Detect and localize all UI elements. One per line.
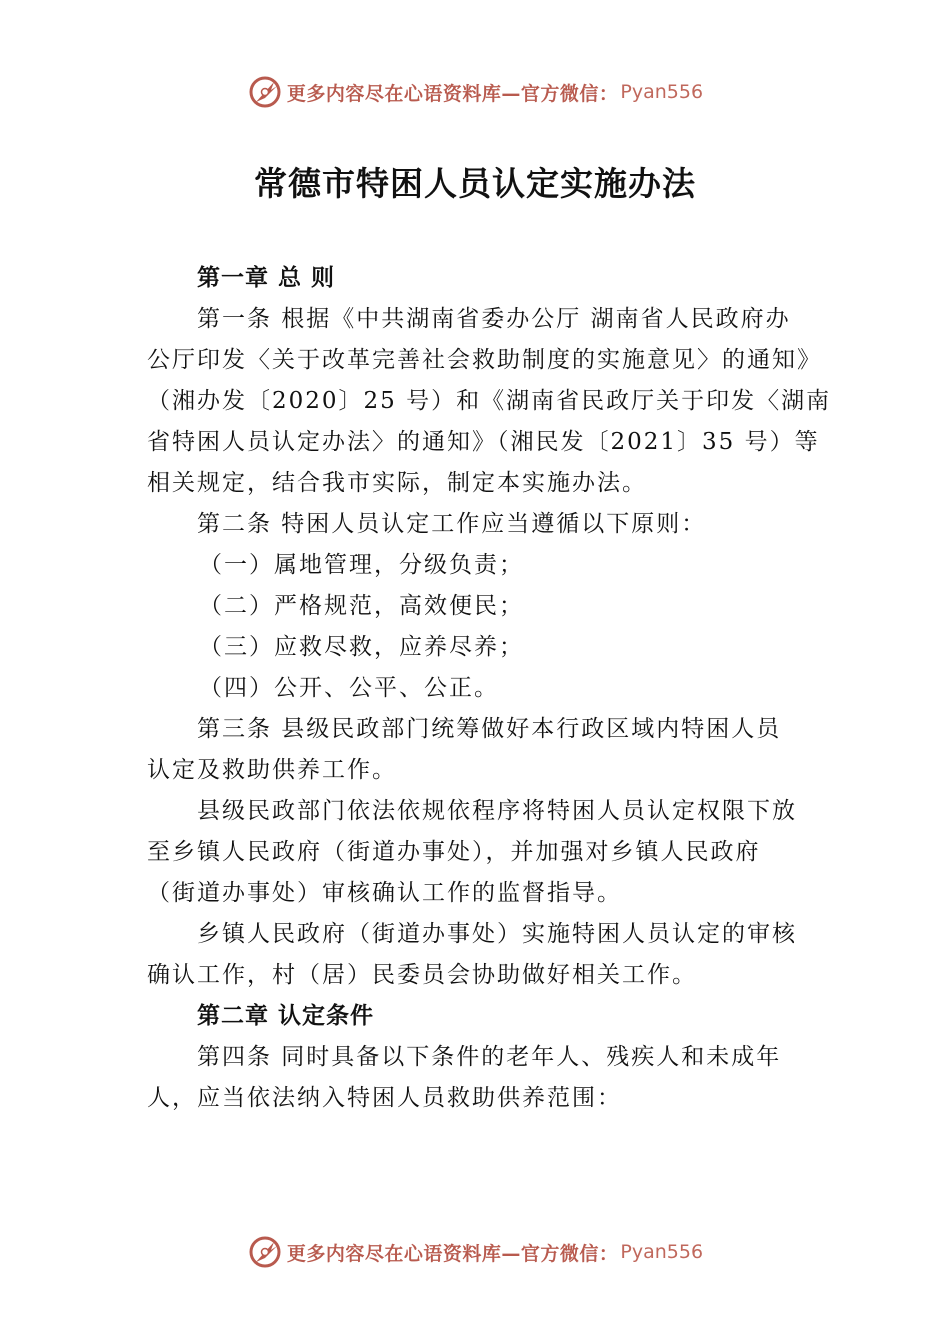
article-3-line: 认定及救助供养工作。 — [147, 757, 397, 783]
principle-item: （一）属地管理，分级负责； — [199, 552, 524, 578]
article-2-line: 第二条 特困人员认定工作应当遵循以下原则： — [197, 511, 707, 537]
quill-circle-logo-icon — [247, 74, 283, 110]
article-3-paragraph-line: 乡镇人民政府（街道办事处）实施特困人员认定的审核 — [197, 921, 797, 947]
watermark-text: 更多内容尽在心语资料库—官方微信： — [286, 1242, 619, 1265]
quill-circle-logo-icon — [247, 1234, 283, 1270]
principle-item: （二）严格规范，高效便民； — [199, 593, 524, 619]
principle-item: （三）应救尽救，应养尽养； — [199, 634, 524, 660]
article-1-line: 第一条 根据《中共湖南省委办公厅 湖南省人民政府办 — [197, 306, 791, 332]
watermark-text: 更多内容尽在心语资料库—官方微信： — [286, 82, 619, 105]
article-4-line: 人，应当依法纳入特困人员救助供养范围： — [147, 1085, 622, 1111]
footer-watermark — [0, 1232, 950, 1272]
article-4-line: 第四条 同时具备以下条件的老年人、残疾人和未成年 — [197, 1044, 782, 1070]
document-title: 常德市特困人员认定实施办法 — [254, 164, 696, 203]
article-3-paragraph-line: （街道办事处）审核确认工作的监督指导。 — [147, 880, 622, 906]
article-1-line: （湘办发〔2020〕25 号）和《湖南省民政厅关于印发〈湖南 — [147, 388, 832, 414]
article-3-paragraph-line: 至乡镇人民政府（街道办事处），并加强对乡镇人民政府 — [147, 839, 761, 865]
watermark-contact: Pyan556 — [620, 1241, 704, 1263]
chapter-2-heading: 第二章 认定条件 — [197, 1003, 375, 1029]
article-3-paragraph-line: 确认工作，村（居）民委员会协助做好相关工作。 — [147, 962, 697, 988]
document-body — [147, 258, 832, 1119]
principle-item: （四）公开、公平、公正。 — [199, 675, 499, 701]
article-1-line: 省特困人员认定办法〉的通知》（湘民发〔2021〕35 号）等 — [147, 429, 820, 455]
article-3-line: 第三条 县级民政部门统筹做好本行政区域内特困人员 — [197, 716, 782, 742]
watermark-contact: Pyan556 — [620, 81, 704, 103]
article-3-paragraph-line: 县级民政部门依法依规依程序将特困人员认定权限下放 — [197, 798, 797, 824]
header-watermark — [0, 72, 950, 112]
chapter-1-heading: 第一章 总 则 — [197, 265, 336, 291]
article-1-line: 相关规定，结合我市实际，制定本实施办法。 — [147, 470, 647, 496]
article-1-line: 公厅印发〈关于改革完善社会救助制度的实施意见〉的通知》 — [147, 347, 822, 373]
